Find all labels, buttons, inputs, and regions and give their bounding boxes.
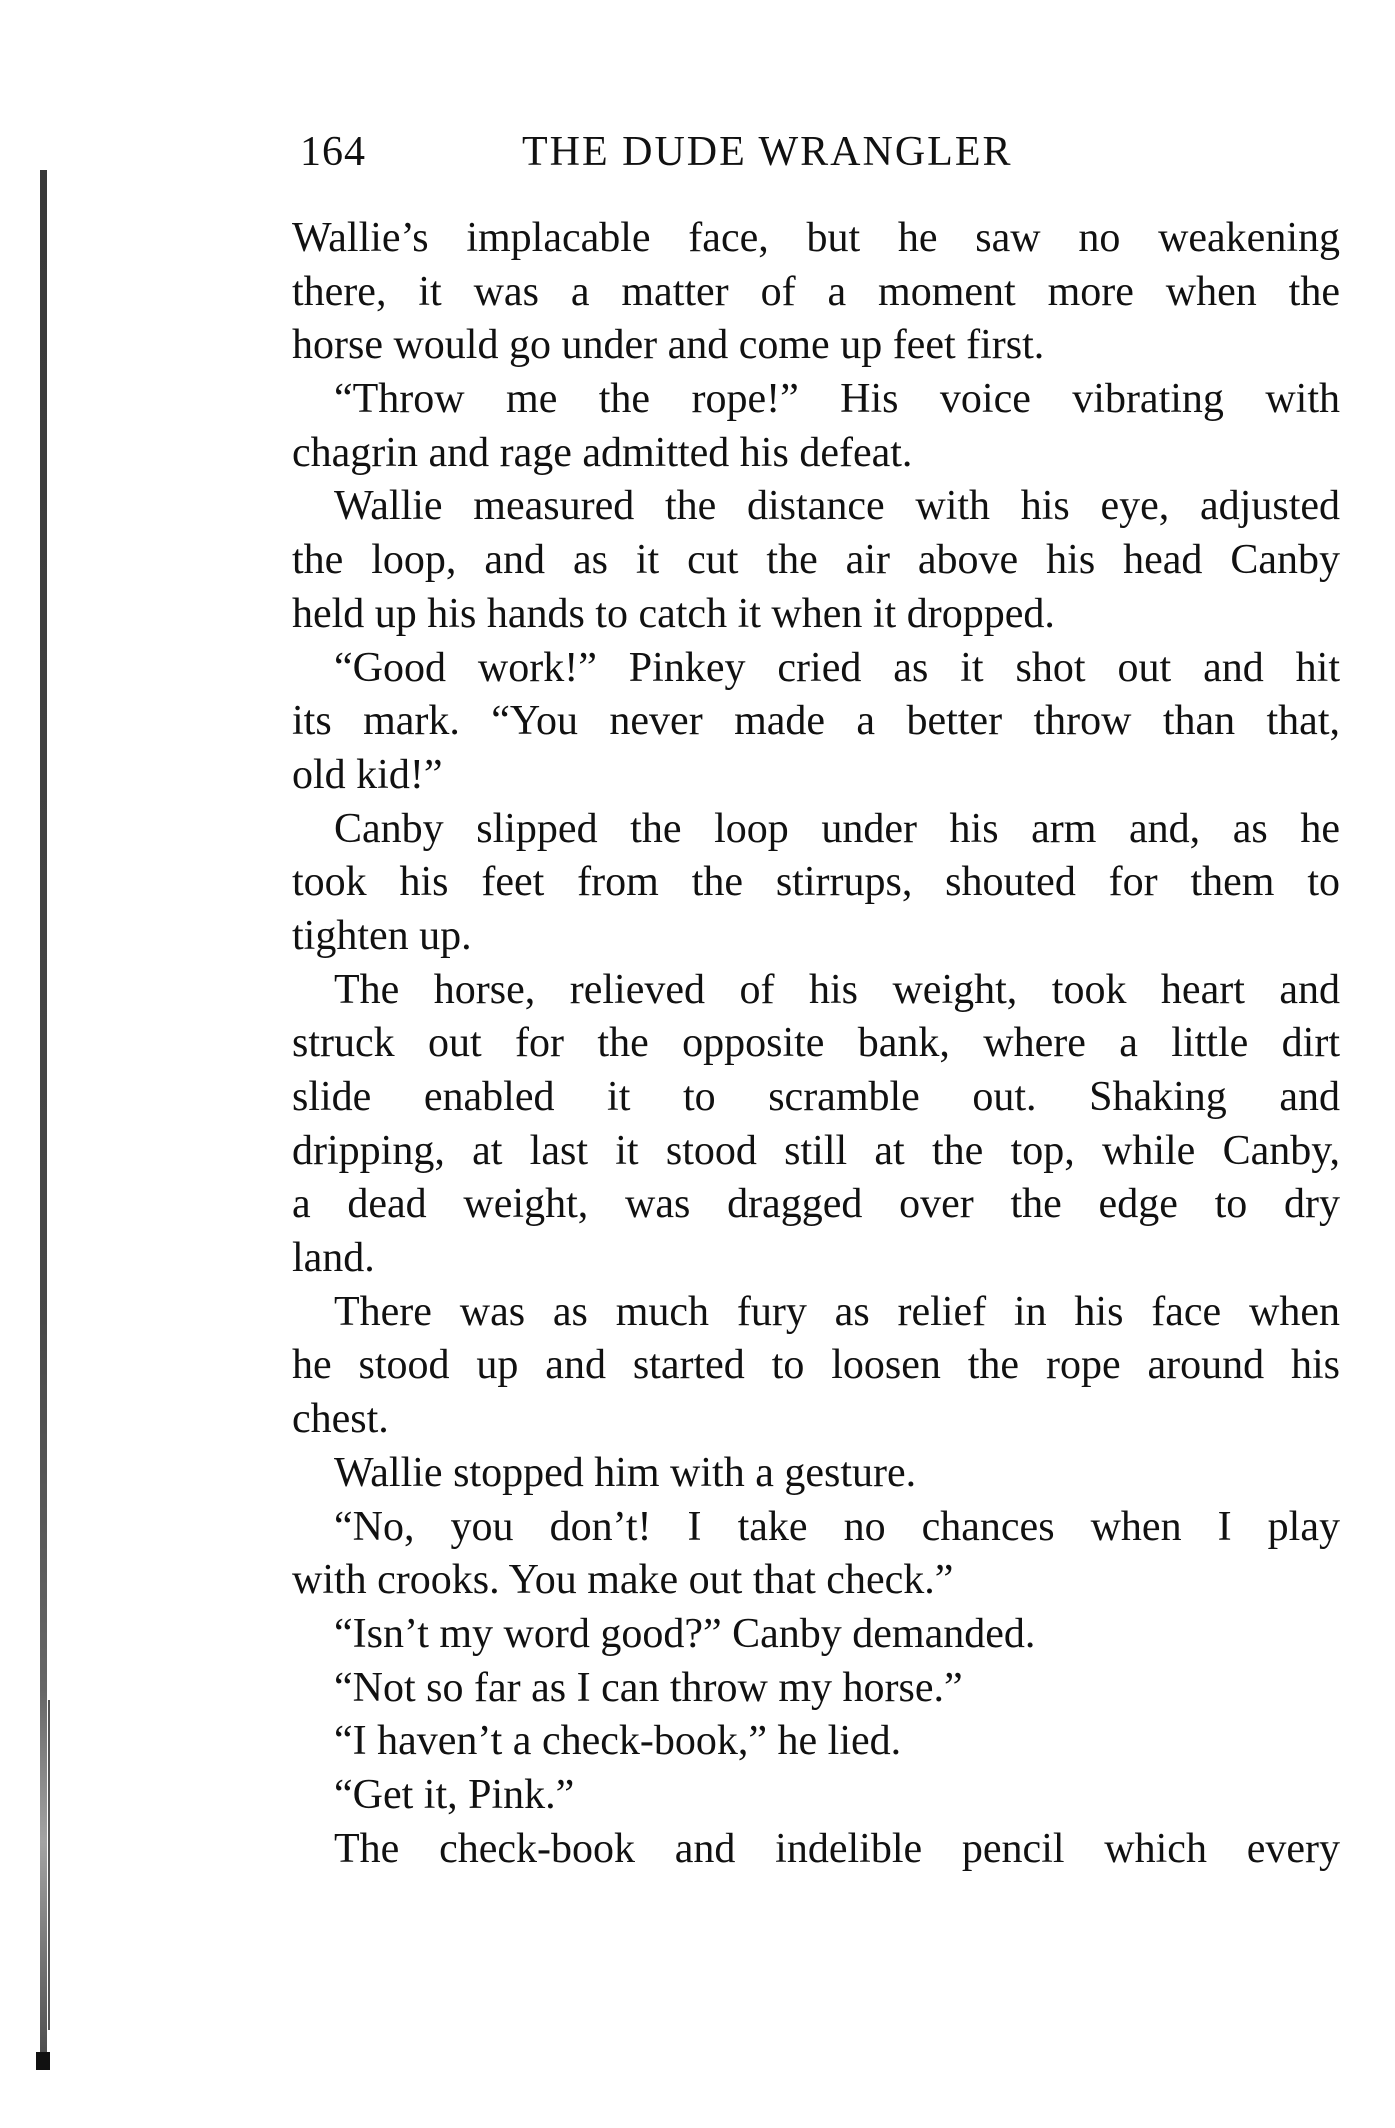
page-header [300,128,1340,188]
text-line: horse would go under and come up feet first. [292,322,1045,369]
text-line: land. [292,1235,375,1282]
text-line: slide enabled it to scramble out. Shaking and [292,1074,1340,1120]
text-line: “Throw me the rope!” His voice vibrating with [334,376,1340,423]
text-line: “I haven’t a check-book,” he lied. [334,1718,902,1765]
text-line: the loop, and as it cut the air above his head Canby [292,537,1340,584]
page-number: 164 [300,129,366,175]
text-line: a dead weight, was dragged over the edge to dry [292,1181,1340,1228]
text-line: There was as much fury as relief in his face when [334,1288,1340,1335]
text-line: its mark. “You never made a better throw than that, [292,698,1340,745]
text-line: Wallie’s implacable face, but he saw no weakening [292,215,1340,261]
text-line: “Isn’t my word good?” Canby demanded. [334,1610,1036,1657]
binding-edge-mark [36,2052,50,2070]
text-line: The check-book and indelible pencil which every [334,1825,1340,1872]
text-line: “Good work!” Pinkey cried as it shot out and hit [334,644,1340,691]
text-line: Canby slipped the loop under his arm and, as he [334,805,1340,852]
body-text [292,212,1340,1876]
text-line: “Not so far as I can throw my horse.” [334,1664,963,1711]
text-line: tighten up. [292,912,472,959]
text-line: struck out for the opposite bank, where a little dirt [292,1020,1340,1067]
text-line: dripping, at last it stood still at the top, while Canby, [292,1127,1340,1174]
text-line: there, it was a matter of a moment more when the [292,268,1340,315]
text-line: with crooks. You make out that check.” [292,1557,954,1604]
text-line: held up his hands to catch it when it dropped. [292,590,1055,637]
text-line: he stood up and started to loosen the rope around his [292,1342,1340,1389]
text-line: chest. [292,1396,389,1443]
text-line: chagrin and rage admitted his defeat. [292,429,913,476]
text-line: The horse, relieved of his weight, took heart and [334,966,1340,1013]
binding-edge-line [48,1700,50,2030]
text-line: Wallie stopped him with a gesture. [334,1449,917,1496]
text-line: old kid!” [292,751,443,798]
text-line: “No, you don’t! I take no chances when I play [334,1503,1340,1550]
binding-edge-shadow [40,170,47,2070]
text-line: took his feet from the stirrups, shouted for them to [292,859,1340,906]
text-line: “Get it, Pink.” [334,1771,575,1818]
text-line: Wallie measured the distance with his eye, adjusted [334,483,1340,530]
running-head: THE DUDE WRANGLER [522,129,1013,175]
